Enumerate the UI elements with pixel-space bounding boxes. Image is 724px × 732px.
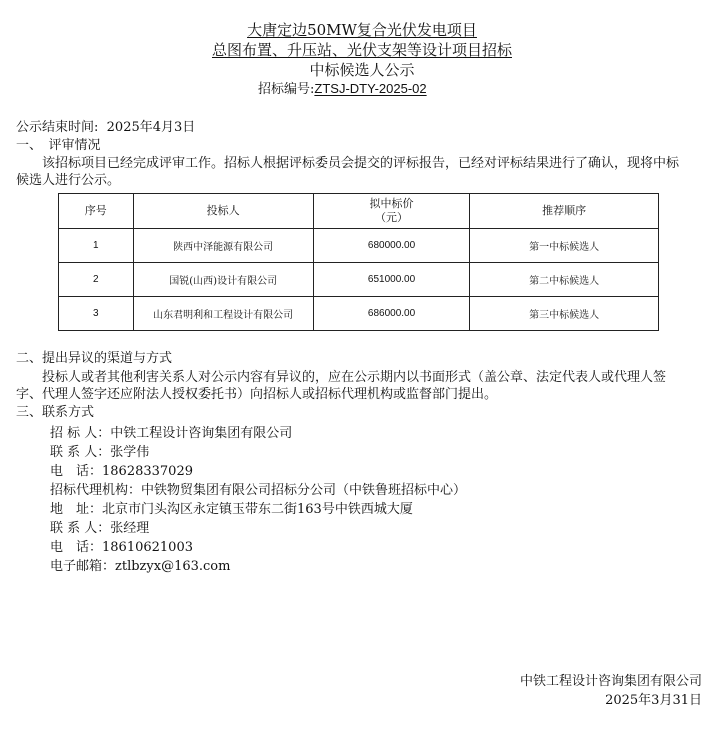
table-cell: 第二中标候选人 <box>470 263 659 297</box>
section2-heading: 二、提出异议的渠道与方式 <box>16 351 173 366</box>
table-cell: 陕西中泽能源有限公司 <box>133 229 313 263</box>
table-cell: 第三中标候选人 <box>470 297 659 331</box>
table-cell: 3 <box>59 297 134 331</box>
contact-line: 电子邮箱：ztlbzyx@163.com <box>50 559 231 574</box>
contact-line: 联 系 人：张经理 <box>50 521 150 536</box>
table-cell: 651000.00 <box>313 263 470 297</box>
footer-company: 中铁工程设计咨询集团有限公司 <box>519 674 702 689</box>
title-line-2: 总图布置、升压站、光伏支架等设计项目招标 <box>211 41 512 59</box>
table-cell: 1 <box>59 229 134 263</box>
table-cell: 680000.00 <box>313 229 470 263</box>
end-time <box>16 119 195 136</box>
table-header: 推荐顺序 <box>470 194 659 229</box>
footer-date: 2025年3月31日 <box>605 693 702 708</box>
table-header-row <box>59 194 659 229</box>
contact-line: 电 话：18610621003 <box>50 540 193 555</box>
table-cell: 2 <box>59 263 134 297</box>
contact-line: 招标代理机构：中铁物贸集团有限公司招标分公司（中铁鲁班招标中心） <box>50 483 467 498</box>
section1-paragraph: 该招标项目已经完成评审工作。招标人根据评标委员会提交的评标报告，已经对评标结果进行了确认，现将中标候选人进行公示。 <box>16 156 680 188</box>
section3-heading: 三、联系方式 <box>16 405 95 420</box>
contact-line: 电 话：18628337029 <box>50 464 193 479</box>
contact-line: 联 系 人：张学伟 <box>50 445 150 460</box>
title-line-1: 大唐定边50MW复合光伏发电项目 <box>247 21 477 39</box>
table-row <box>59 297 659 331</box>
bid-code-label: 招标编号: <box>258 82 315 97</box>
candidate-table <box>58 193 659 331</box>
table-cell: 第一中标候选人 <box>470 229 659 263</box>
table-row <box>59 229 659 263</box>
bid-code-value: ZTSJ-DTY-2025-02 <box>314 81 427 96</box>
table-header: 序号 <box>59 194 134 229</box>
table-cell: 国锐(山西)设计有限公司 <box>133 263 313 297</box>
section1-heading: 一、 评审情况 <box>16 138 101 153</box>
end-time-label: 公示结束时间: <box>16 120 99 135</box>
contact-line: 地 址：北京市门头沟区永定镇玉带东二街163号中铁西城大厦 <box>50 502 413 517</box>
end-time-value: 2025年4月3日 <box>106 120 196 135</box>
title-line-3: 中标候选人公示 <box>309 61 415 79</box>
table-header: 拟中标价 （元） <box>313 194 470 229</box>
contact-list <box>50 424 466 576</box>
table-row <box>59 263 659 297</box>
table-cell: 686000.00 <box>313 297 470 331</box>
table-cell: 山东君明利和工程设计有限公司 <box>133 297 313 331</box>
bid-code <box>258 80 427 98</box>
section2-paragraph: 投标人或者其他利害关系人对公示内容有异议的，应在公示期内以书面形式（盖公章、法定代表人或代理人签字、代理人签字还应附法人授权委托书）向招标人或招标代理机构或监督部门提出。 <box>16 370 667 402</box>
table-header: 投标人 <box>133 194 313 229</box>
contact-line: 招 标 人：中铁工程设计咨询集团有限公司 <box>50 426 293 441</box>
